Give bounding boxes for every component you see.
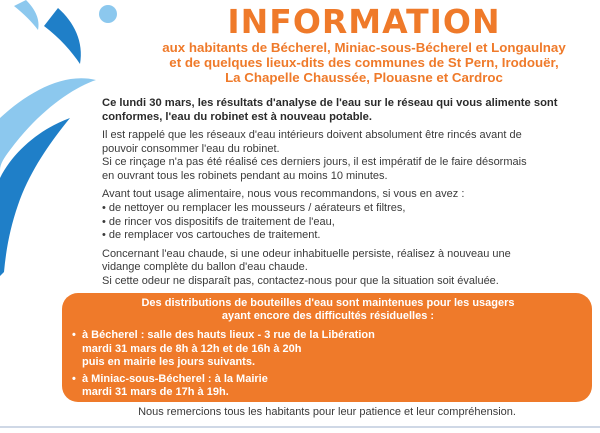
distribution-item-miniac [72, 373, 584, 399]
list-item: • de rincer vos dispositifs de traitement de l'eau, [102, 215, 335, 228]
thank-you-footer: Nous remercions tous les habitants pour leur patience et leur compréhension. [138, 406, 516, 418]
header [130, 4, 598, 85]
bullet-icon: • [72, 373, 76, 386]
distribution-notice-box [62, 293, 592, 402]
distribution-line: puis en mairie les jours suivants. [82, 355, 256, 368]
paragraph-line: en ouvrant tous les robinets pendant au moins 10 minutes. [102, 169, 388, 182]
distribution-item-becherel [72, 329, 584, 369]
paragraph-line: Si ce rinçage n'a pas été réalisé ces derniers jours, il est impératif de le faire désormais [102, 156, 527, 169]
lead-line: Ce lundi 30 mars, les résultats d'analyse de l'eau sur le réseau qui vous alimente sont [102, 97, 558, 109]
recommendations-list [102, 202, 586, 243]
rinse-paragraph [102, 129, 586, 183]
distribution-line: mardi 31 mars de 8h à 12h et de 16h à 20h [82, 342, 302, 355]
paragraph-line: Il est rappelé que les réseaux d'eau intérieurs doivent absolument être rincés avant de [102, 129, 522, 141]
distribution-heading-line: ayant encore des difficultés résiduelles : [221, 310, 435, 323]
distribution-line: à Bécherel : salle des hauts lieux - 3 rue de la Libération [82, 329, 375, 342]
list-item: • de remplacer vos cartouches de traitement. [102, 229, 321, 242]
distribution-line: mardi 31 mars de 17h à 19h. [82, 386, 229, 399]
list-item: • de nettoyer ou remplacer les mousseurs / aérateurs et filtres, [102, 201, 406, 214]
distribution-heading-line: Des distributions de bouteilles d'eau sont maintenues pour les usagers [141, 297, 515, 309]
paragraph-line: pouvoir consommer l'eau du robinet. [102, 142, 280, 155]
recommendations-intro: Avant tout usage alimentaire, nous vous recommandons, si vous en avez : [102, 188, 465, 201]
subtitle-line: et de quelques lieux-dits des communes de St Pern, Irodouër, [169, 55, 559, 70]
paragraph-line: Si cette odeur ne disparaît pas, contactez-nous pour que la situation soit évaluée. [102, 274, 499, 287]
lead-announcement [102, 96, 586, 124]
page-title: INFORMATION [227, 2, 501, 41]
paragraph-line: Concernant l'eau chaude, si une odeur inhabituelle persiste, réalisez à nouveau une [102, 247, 511, 260]
paragraph-line: vidange complète du ballon d'eau chaude. [102, 261, 308, 274]
lead-line: conformes, l'eau du robinet est à nouveau potable. [102, 111, 372, 123]
hot-water-paragraph [102, 248, 586, 289]
divider [0, 426, 600, 428]
bullet-icon: • [72, 329, 76, 342]
main-content [102, 96, 586, 294]
distribution-heading [72, 297, 584, 323]
subtitle-line: La Chapelle Chaussée, Plouasne et Cardroc [225, 70, 503, 85]
subtitle-line: aux habitants de Bécherel, Miniac-sous-Bécherel et Longaulnay [162, 40, 566, 55]
distribution-line: à Miniac-sous-Bécherel : à la Mairie [82, 373, 268, 386]
